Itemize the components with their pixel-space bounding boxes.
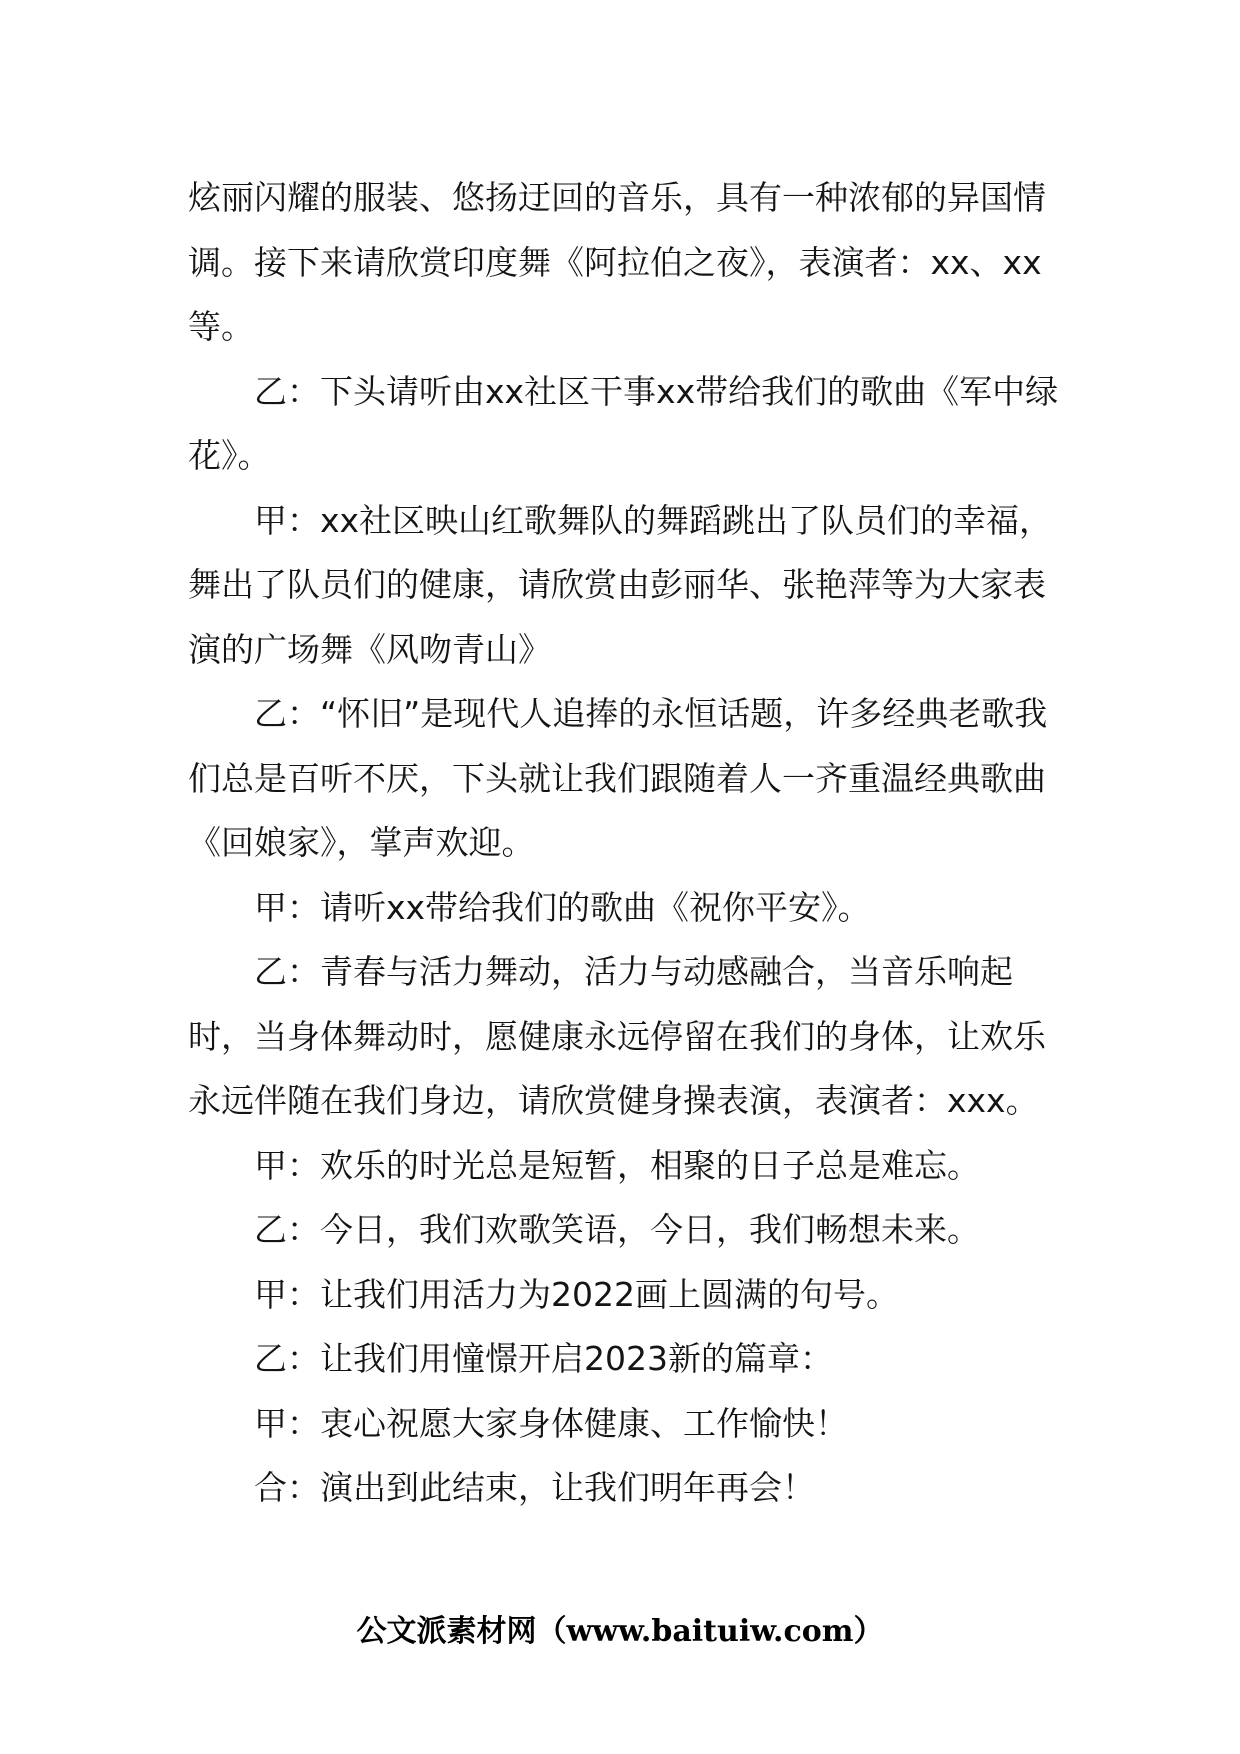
paragraph-jia-song-zhuni-pingan: 甲：请听xx带给我们的歌曲《祝你平安》。 [254, 887, 871, 927]
paragraph-yi-nostalgia: 乙：“怀旧”是现代人追捧的永恒话题，许多经典老歌我们总是百听不厌，下头就让我们跟随着人一齐重温经典歌曲《回娘家》，掌声欢迎。 [188, 694, 1048, 862]
paragraph-jia-wishes: 甲：衷心祝愿大家身体健康、工作愉快！ [254, 1403, 848, 1443]
paragraph-yi-2023: 乙：让我们用憧憬开启2023新的篇章： [254, 1339, 833, 1378]
paragraph-yi-today: 乙：今日，我们欢歌笑语，今日，我们畅想未来。 [254, 1210, 980, 1249]
paragraph-jia-2022: 甲：让我们用活力为2022画上圆满的句号。 [254, 1274, 899, 1314]
page-footer-watermark: 公文派素材网（www.baituiw.com） [356, 1614, 884, 1649]
paragraph-jia-square-dance: 甲：xx社区映山红歌舞队的舞蹈跳出了队员们的幸福，舞出了队员们的健康，请欣赏由彭丽华、张艳萍等为大家表演的广场舞《风吻青山》 [188, 500, 1053, 669]
paragraph-jia-happy-times: 甲：欢乐的时光总是短暂，相聚的日子总是难忘。 [254, 1145, 980, 1185]
paragraph-yi-song-junzhong-lvhua: 乙：下头请听由xx社区干事xx带给我们的歌曲《军中绿花》。 [188, 371, 1059, 475]
paragraph-yi-fitness-show: 乙：青春与活力舞动，活力与动感融合，当音乐响起时，当身体舞动时，愿健康永远停留在我们的身体，让欢乐永远伴随在我们身边，请欣赏健身操表演，表演者：xxx。 [188, 952, 1046, 1120]
document-body [188, 166, 1068, 1521]
paragraph-intro-continuation: 炫丽闪耀的服装、悠扬迂回的音乐，具有一种浓郁的异国情调。接下来请欣赏印度舞《阿拉伯之夜》，表演者：xx、xx等。 [188, 178, 1046, 346]
paragraph-he-closing: 合：演出到此结束，让我们明年再会！ [254, 1468, 815, 1507]
